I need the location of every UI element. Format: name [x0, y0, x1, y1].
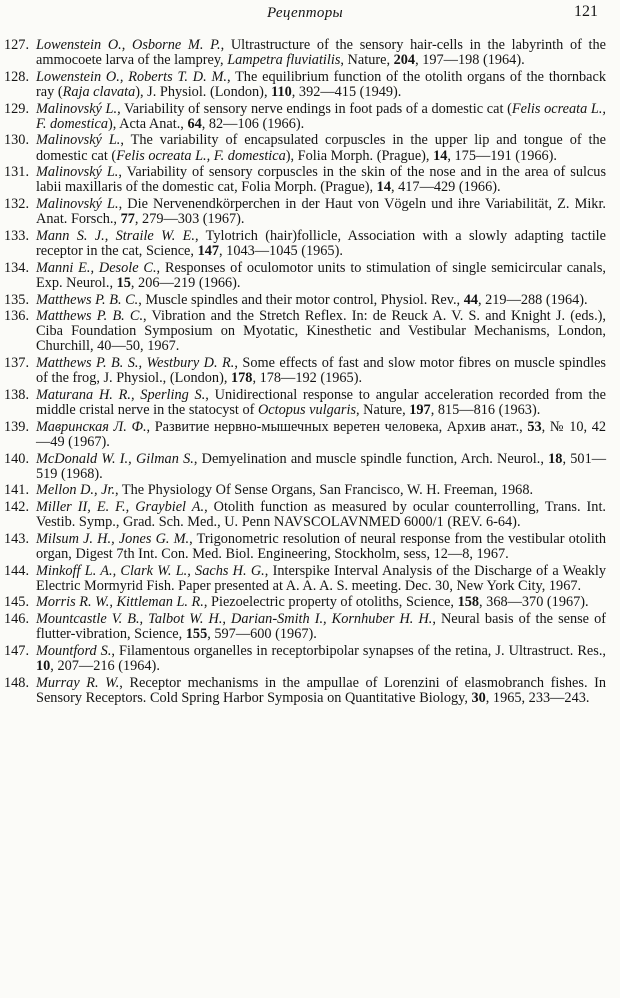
reference-item — [4, 356, 606, 386]
reference-text: , Receptor mechanisms in the ampullae of Lorenzini of elasmobranch fishes. In Sensory Receptors. Cold Spring Harbor Symposia on Quantitative Biology, — [36, 674, 606, 706]
reference-text: , 815—816 (1963). — [430, 402, 541, 419]
reference-authors: Matthews P. B. S., Westbury D. R. — [36, 355, 235, 372]
reference-volume: 110 — [271, 83, 292, 100]
reference-authors: Raja clavata — [62, 83, 136, 100]
reference-text: , 279—303 (1967). — [134, 211, 245, 228]
reference-item — [4, 309, 606, 354]
reference-item — [4, 388, 606, 418]
reference-item — [4, 70, 606, 100]
reference-text: , Die Nervenendkörperchen in der Haut von Vögeln und ihre Variabilität, Z. Mikr. Anat. Forsch., — [36, 196, 607, 228]
reference-text: ), Acta Anat., — [108, 115, 188, 132]
reference-authors: Malinovský L. — [36, 100, 118, 117]
reference-authors: Milsum J. H., Jones G. M. — [36, 530, 190, 547]
reference-text: ), J. Physiol. (London), — [135, 83, 272, 100]
reference-authors: Lampetra fluviatilis — [227, 52, 341, 69]
reference-volume: 204 — [393, 52, 416, 69]
reference-item — [4, 564, 606, 594]
reference-text: , 501—519 (1968). — [36, 450, 607, 482]
reference-item — [4, 532, 606, 562]
reference-number: 145. — [4, 594, 30, 611]
reference-volume: 30 — [471, 689, 486, 706]
reference-authors: Mountcastle V. B., Talbot W. H., Darian-Smith I., Kornhuber H. H. — [36, 611, 433, 628]
reference-authors: Felis ocreata L., F. domestica — [36, 100, 606, 132]
reference-number: 141. — [4, 482, 30, 499]
reference-text: , The variability of encapsulated corpuscles in the upper lip and tongue of the domestic cat ( — [36, 132, 606, 164]
reference-text: , 197—198 (1964). — [415, 52, 525, 69]
reference-text: , Развитие нервно-мышечных веретен человека, Архив анат., — [146, 418, 528, 435]
reference-text: , Variability of sensory nerve endings in foot pads of a domestic cat ( — [117, 100, 512, 117]
reference-text: , 207—216 (1964). — [50, 658, 160, 675]
reference-number: 133. — [4, 227, 30, 244]
reference-number: 132. — [4, 196, 30, 213]
reference-text: , Demyelination and muscle spindle function, Arch. Neurol., — [193, 450, 549, 467]
reference-volume: 147 — [197, 243, 220, 260]
reference-authors: Malinovský L. — [36, 132, 121, 149]
reference-item — [4, 165, 606, 195]
reference-number: 131. — [4, 164, 30, 181]
reference-number: 134. — [4, 259, 30, 276]
reference-volume: 158 — [457, 594, 480, 611]
reference-volume: 155 — [185, 626, 208, 643]
reference-text: , The equilibrium function of the otolith organs of the thornback ray ( — [36, 68, 606, 100]
reference-number: 130. — [4, 132, 30, 149]
reference-authors: Malinovský L. — [36, 196, 119, 213]
reference-text: , Variability of sensory corpuscles in the skin of the nose and in the area of sulcus labii maxillaris of the domestic cat, Folia Morph. (Prague), — [36, 164, 607, 196]
reference-authors: Lowenstein O., Osborne M. P. — [36, 37, 221, 53]
reference-number: 139. — [4, 418, 30, 435]
reference-authors: Malinovský L. — [36, 164, 119, 181]
reference-text: , Ultrastructure of the sensory hair-cells in the labyrinth of the ammocoete larva of the lamprey, — [36, 37, 607, 69]
reference-text: , № 10, 42—49 (1967). — [36, 418, 606, 450]
reference-authors: Maturana H. R., Sperling S. — [36, 386, 206, 403]
reference-volume: 77 — [120, 211, 135, 228]
page-number: 121 — [574, 3, 598, 20]
reference-number: 147. — [4, 642, 30, 659]
reference-number: 144. — [4, 562, 30, 579]
reference-text: , Nature, — [356, 402, 410, 419]
reference-text: , 1043—1045 (1965). — [219, 243, 343, 260]
reference-volume: 14 — [376, 179, 391, 196]
reference-text: , Trigonometric resolution of neural response from the vestibular otolith organ, Digest 7th Int. Con. Med. Biol. Engineering, Stockholm, sess, 12—8, 1967. — [36, 530, 606, 562]
reference-text: , Vibration and the Stretch Reflex. In: de Reuck A. V. S. and Knight J. (eds.), Ciba Foundation Symposium on Myotatic, Kinesthetic and Vestibular Mechanisms, London, Churchill, 40—50, 1967. — [36, 308, 606, 355]
reference-number: 129. — [4, 100, 30, 117]
reference-text: , 178—192 (1965). — [252, 370, 363, 387]
reference-item — [4, 500, 606, 530]
reference-text: , Tylotrich (hair)follicle, Association with a slowly adapting tactile receptor in the cat, Science, — [36, 227, 606, 260]
reference-text: , 206—219 (1966). — [130, 274, 241, 291]
reference-item — [4, 133, 606, 163]
reference-text: , Neural basis of the sense of flutter-vibration, Science, — [36, 611, 606, 643]
reference-text: , 392—415 (1949). — [291, 83, 402, 100]
reference-number: 146. — [4, 611, 30, 628]
reference-list — [4, 38, 606, 706]
reference-number: 136. — [4, 308, 30, 325]
reference-text: , Otolith function as measured by ocular counterrolling, Trans. Int. Vestib. Symp., Grad. Sch. Med., U. Penn NAVSCOLAVNMED 6000/1 (REV. 6-64). — [36, 499, 606, 531]
reference-authors: Мавринская Л. Ф. — [36, 418, 147, 435]
reference-authors: Mann S. J., Straile W. E. — [36, 227, 195, 244]
reference-text: , Piezoelectric property of otoliths, Science, — [203, 594, 458, 611]
reference-item — [4, 644, 606, 674]
reference-number: 138. — [4, 386, 30, 403]
reference-text: , Some effects of fast and slow motor fibres on muscle spindles of the frog, J. Physiol., (London), — [36, 355, 606, 387]
reference-number: 142. — [4, 499, 30, 516]
page-header — [4, 0, 606, 30]
reference-authors: Mellon D., Jr. — [36, 482, 116, 499]
reference-text: ), Folia Morph. (Prague), — [285, 147, 434, 164]
reference-text: , 219—288 (1964). — [477, 291, 588, 308]
reference-item — [4, 676, 606, 706]
reference-authors: Octopus vulgaris — [257, 402, 357, 419]
reference-number: 137. — [4, 355, 30, 372]
reference-authors: Morris R. W., Kittleman L. R. — [36, 594, 204, 611]
reference-number: 135. — [4, 291, 30, 308]
reference-item — [4, 102, 606, 132]
reference-item — [4, 197, 606, 227]
reference-text: , Responses of oculomotor units to stimulation of single semicircular canals, Exp. Neurol., — [36, 259, 606, 291]
reference-item — [4, 420, 606, 450]
reference-text: , Interspike Interval Analysis of the Discharge of a Weakly Electric Mormyrid Fish. Paper presented at A. A. A. S. meeting. Dec. 30, New York City, 1967. — [36, 562, 607, 594]
reference-text: , 175—191 (1966). — [447, 147, 557, 164]
reference-authors: Manni E., Desole C. — [36, 259, 157, 276]
reference-text: , 597—600 (1967). — [207, 626, 317, 643]
reference-volume: 15 — [116, 274, 131, 291]
reference-volume: 53 — [527, 418, 542, 435]
reference-text: , Filamentous organelles in receptorbipolar synapses of the retina, J. Ultrastruct. Res., — [111, 642, 606, 659]
reference-item — [4, 261, 606, 291]
reference-volume: 10 — [36, 658, 51, 675]
reference-authors: Minkoff L. A., Clark W. L., Sachs H. G. — [36, 562, 265, 579]
reference-item — [4, 483, 606, 498]
reference-text: , 368—370 (1967). — [479, 594, 589, 611]
reference-authors: Mountford S. — [36, 642, 112, 659]
reference-volume: 178 — [230, 370, 253, 387]
reference-authors: Matthews P. B. C. — [36, 308, 144, 325]
reference-item — [4, 38, 606, 68]
reference-number: 143. — [4, 530, 30, 547]
reference-number: 140. — [4, 450, 30, 467]
reference-volume: 197 — [409, 402, 431, 419]
running-title: Рецепторы — [266, 5, 343, 21]
reference-item — [4, 595, 606, 610]
reference-authors: Lowenstein O., Roberts T. D. M. — [36, 68, 227, 85]
reference-volume: 18 — [548, 450, 563, 467]
reference-text: , 82—106 (1966). — [201, 115, 305, 132]
reference-text: , 1965, 233—243. — [485, 689, 590, 706]
reference-number: 127. — [4, 37, 30, 53]
reference-item — [4, 229, 606, 259]
reference-text: , Nature, — [340, 52, 394, 69]
reference-text: , Unidirectional response to angular acceleration recorded from the middle cristal nerve in the statocyst of — [36, 386, 606, 419]
reference-authors: Miller II, E. F., Graybiel A. — [36, 499, 205, 516]
reference-text: , Muscle spindles and their motor control, Physiol. Rev., — [138, 291, 464, 308]
reference-item — [4, 293, 606, 308]
reference-text: , 417—429 (1966). — [390, 179, 501, 196]
reference-number: 128. — [4, 68, 30, 85]
reference-volume: 14 — [433, 147, 448, 164]
reference-item — [4, 612, 606, 642]
reference-text: , The Physiology Of Sense Organs, San Francisco, W. H. Freeman, 1968. — [115, 482, 534, 499]
reference-authors: Murray R. W. — [36, 674, 120, 691]
reference-authors: Matthews P. B. C. — [36, 291, 139, 308]
reference-number: 148. — [4, 674, 30, 691]
reference-authors: McDonald W. I., Gilman S. — [36, 450, 194, 467]
reference-volume: 64 — [187, 115, 202, 132]
reference-authors: Felis ocreata L., F. domestica — [116, 147, 286, 164]
reference-volume: 44 — [463, 291, 478, 308]
reference-item — [4, 452, 606, 482]
